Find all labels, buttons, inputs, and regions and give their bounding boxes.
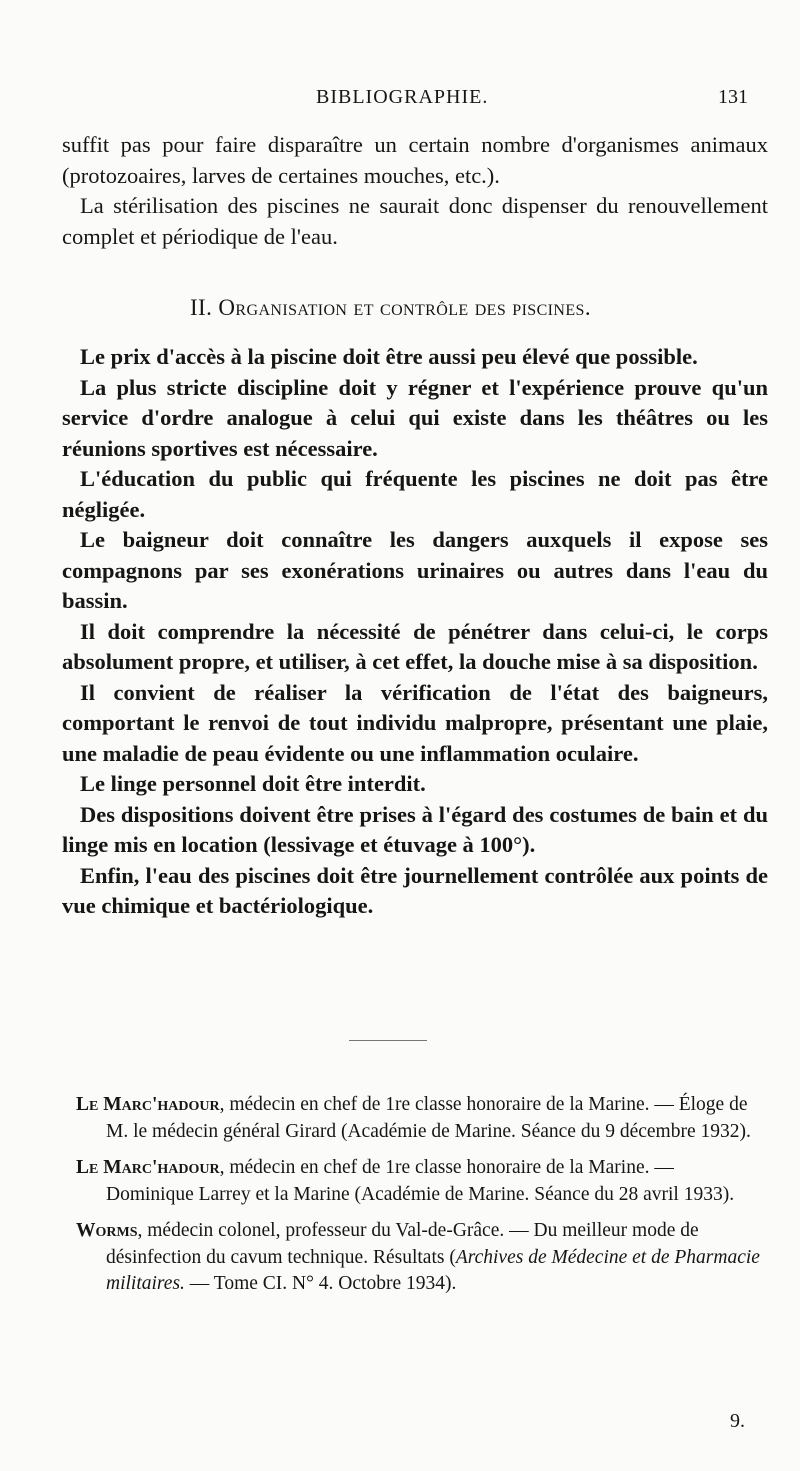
- entry-text: , médecin en chef de 1re classe honoraire de la Marine. — Dominique Larrey et la Marine (Académie de Marine. Séance du 28 avril 1933).: [106, 1157, 735, 1205]
- paragraph: suffit pas pour faire disparaître un certain nombre d'organismes animaux (protozoaires, larves de certaines mouches, etc.).: [62, 132, 768, 188]
- bibliography-entry: [76, 1092, 766, 1145]
- entry-author: Le Marc'hadour: [76, 1157, 220, 1178]
- top-text: [62, 130, 768, 252]
- bibliography-entry: [76, 1155, 766, 1208]
- paragraph: Le prix d'accès à la piscine doit être aussi peu élevé que possible.: [80, 344, 698, 369]
- entry-author: Le Marc'hadour: [76, 1094, 220, 1115]
- paragraph: La stérilisation des piscines ne saurait donc dispenser du renouvellement complet et périodique de l'eau.: [62, 193, 768, 249]
- section-title: II. Organisation et contrôle des piscines.: [190, 295, 591, 320]
- entry-text: , médecin colonel, professeur du Val-de-Grâce. — Du meilleur mode de désinfection du cavum technique. Résultats (: [106, 1220, 699, 1268]
- page-number: 131: [718, 86, 748, 108]
- paragraph: Le baigneur doit connaître les dangers auxquels il expose ses compagnons par ses exonérations urinaires ou autres dans l'eau du bassin.: [62, 527, 768, 613]
- paragraph: La plus stricte discipline doit y régner et l'expérience prouve qu'un service d'ordre analogue à celui qui existe dans les théâtres ou les réunions sportives est nécessaire.: [62, 374, 768, 461]
- bibliography-entry: [76, 1218, 766, 1298]
- paragraph: Il convient de réaliser la vérification de l'état des baigneurs, comportant le renvoi de tout individu malpropre, présentant une plaie, une maladie de peau évidente ou une inflammation oculaire.: [62, 679, 768, 766]
- bibliography: [76, 1092, 766, 1308]
- entry-author: Worms: [76, 1220, 138, 1241]
- entry-tail: — Tome CI. N° 4. Octobre 1934).: [184, 1273, 457, 1294]
- paragraph: L'éducation du public qui fréquente les piscines ne doit pas être négligée.: [62, 466, 768, 522]
- signature-mark: 9.: [730, 1410, 745, 1432]
- section-divider: [349, 1040, 427, 1041]
- paragraph: Des dispositions doivent être prises à l'égard des costumes de bain et du linge mis en location (lessivage et étuvage à 100°).: [62, 801, 768, 857]
- paragraph: Il doit comprendre la nécessité de pénétrer dans celui-ci, le corps absolument propre, et utiliser, à cet effet, la douche mise à sa disposition.: [62, 618, 768, 674]
- running-title: BIBLIOGRAPHIE.: [316, 86, 489, 108]
- entry-text: , médecin en chef de 1re classe honoraire de la Marine. — Éloge de M. le médecin général Girard (Académie de Marine. Séance du 9 décembre 1932).: [106, 1094, 751, 1142]
- section-body: [62, 342, 768, 922]
- paragraph: Le linge personnel doit être interdit.: [80, 771, 426, 796]
- entry-journal: Archives de Médecine et de Pharmacie militaires.: [106, 1246, 760, 1294]
- paragraph: Enfin, l'eau des piscines doit être journellement contrôlée aux points de vue chimique et bactériologique.: [62, 862, 768, 918]
